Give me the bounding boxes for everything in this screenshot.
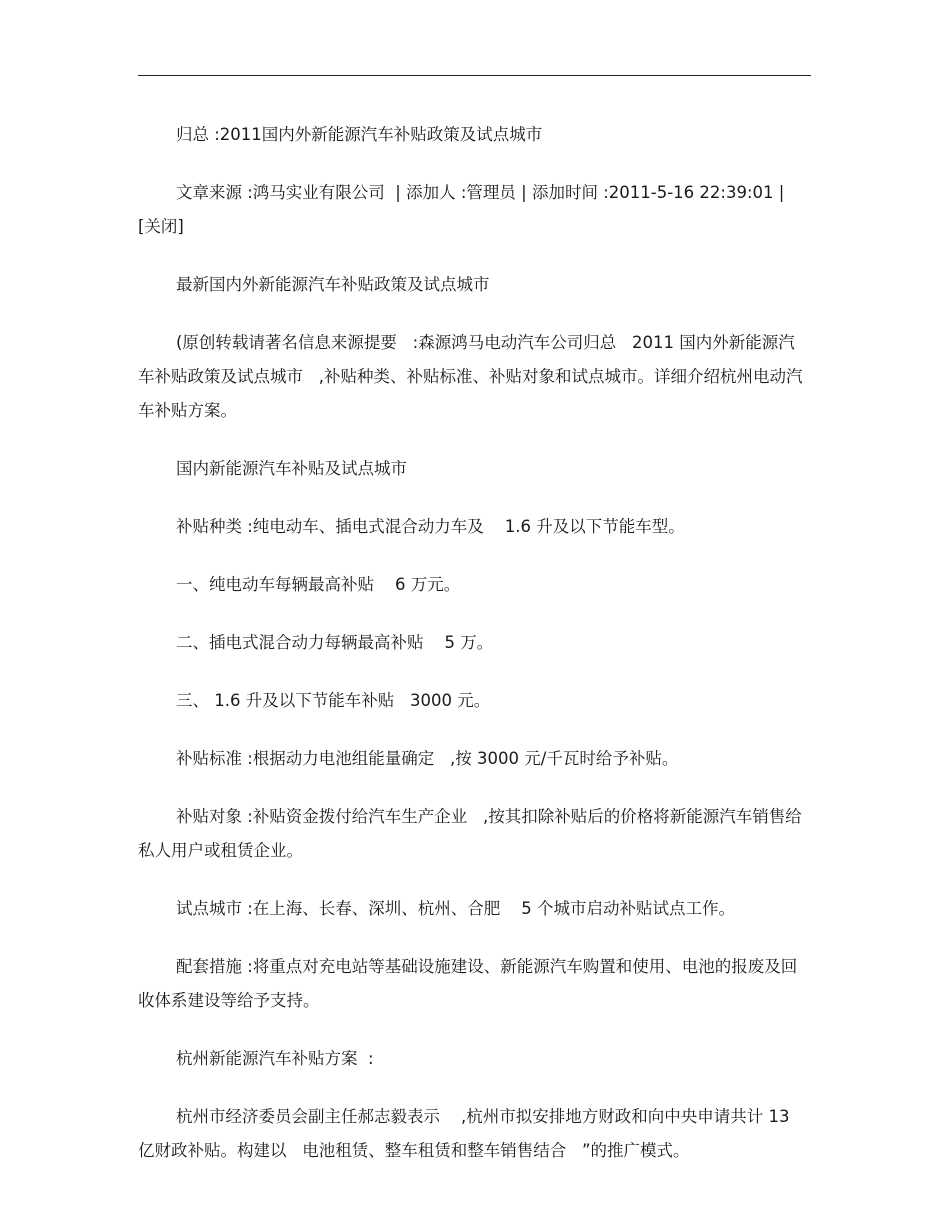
subsidy-item: 三、 1.6 升及以下节能车补贴 3000 元。 [176, 691, 491, 710]
pilot-cities: 试点城市 :在上海、长春、深圳、杭州、合肥 5 个城市启动补贴试点工作。 [176, 899, 736, 918]
subsidy-standard: 补贴标准 :根据动力电池组能量确定 ,按 3000 元/千瓦时给予补贴。 [176, 749, 679, 768]
subsidy-types: 补贴种类 :纯电动车、插电式混合动力车及 1.6 升及以下节能车型。 [176, 517, 685, 536]
subsidy-target: 补贴对象 :补贴资金拨付给汽车生产企业 ,按其扣除补贴后的价格将新能源汽车销售给私人用户或租赁企业。 [138, 807, 802, 860]
hangzhou-plan: 杭州市经济委员会副主任郝志毅表示 ,杭州市拟安排地方财政和向中央申请共计 13 亿财政补贴。构建以 电池租赁、整车租赁和整车销售结合 ”的推广模式。 [138, 1107, 795, 1160]
header-rule [138, 75, 811, 76]
section-heading: 杭州新能源汽车补贴方案 : [176, 1049, 374, 1068]
article-title: 归总 :2011国内外新能源汽车补贴政策及试点城市 [176, 125, 543, 144]
section-heading: 最新国内外新能源汽车补贴政策及试点城市 [176, 275, 490, 294]
document-body [138, 118, 811, 1192]
subsidy-item: 二、插电式混合动力每辆最高补贴 5 万。 [176, 633, 494, 652]
section-heading: 国内新能源汽车补贴及试点城市 [176, 459, 407, 478]
article-meta: 文章来源 :鸿马实业有限公司 | 添加人 :管理员 | 添加时间 :2011-5-16 22:39:01 | [关闭] [138, 183, 790, 236]
summary-paragraph: (原创转载请著名信息来源提要 :森源鸿马电动汽车公司归总 2011 国内外新能源汽车补贴政策及试点城市 ,补贴种类、补贴标准、补贴对象和试点城市。详细介绍杭州电动汽车补贴方案。 [138, 333, 803, 420]
supporting-measures: 配套措施 :将重点对充电站等基础设施建设、新能源汽车购置和使用、电池的报废及回收体系建设等给予支持。 [138, 957, 798, 1010]
subsidy-item: 一、纯电动车每辆最高补贴 6 万元。 [176, 575, 461, 594]
